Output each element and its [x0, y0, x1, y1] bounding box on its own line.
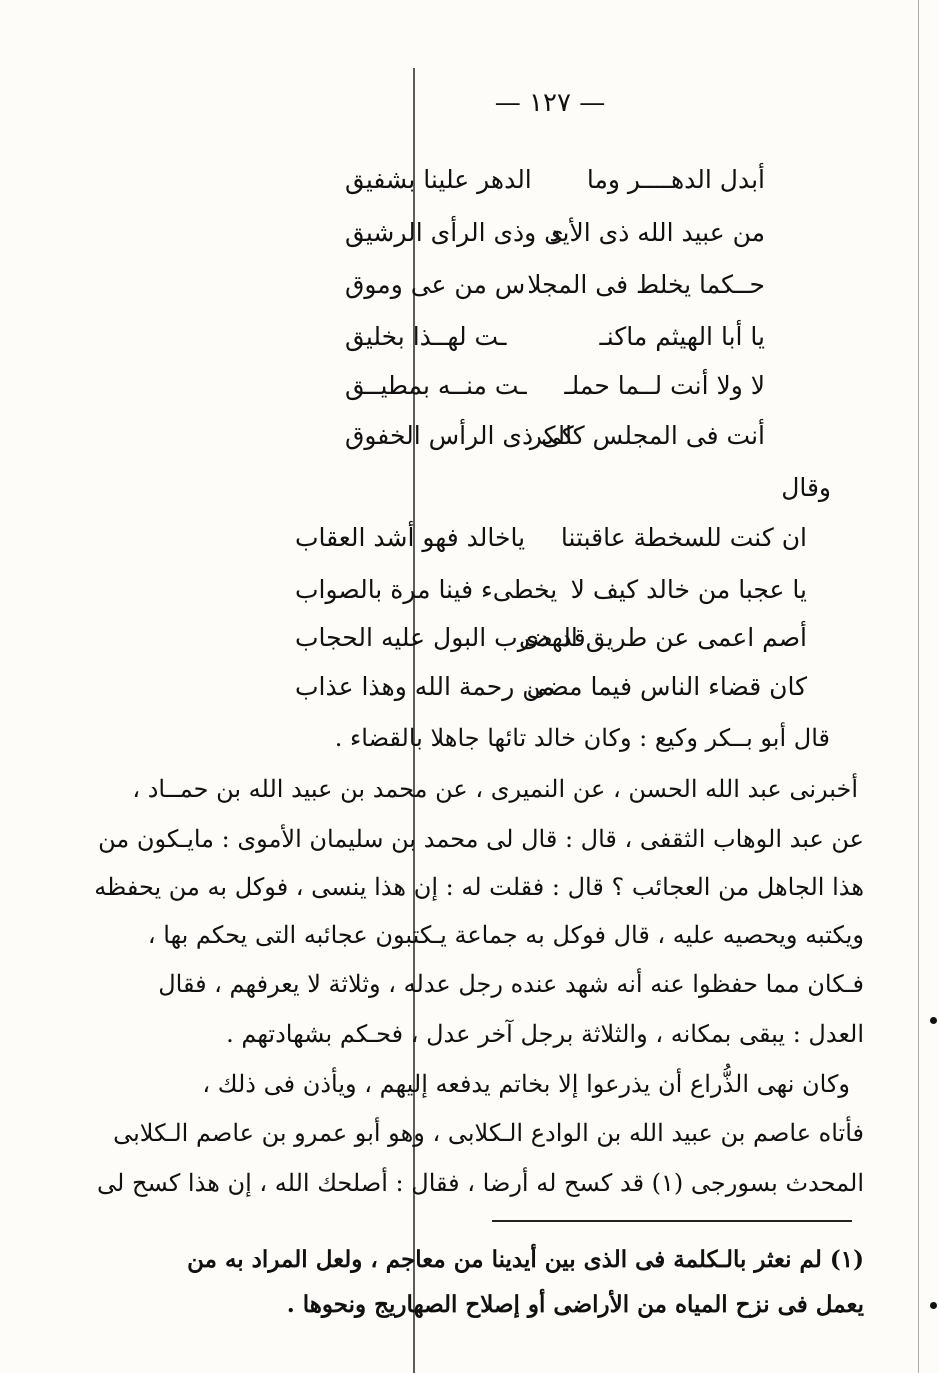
verse-line: [345, 213, 765, 253]
verse-second-hemistich: س من عى وموق: [345, 270, 526, 299]
scan-speck-mark: [930, 1017, 937, 1024]
verse-second-hemistich: ـت لهــذا بخليق: [345, 322, 507, 351]
footnote-line: (١) لم نعثر بالـكلمة فى الذى بين أيدينا من معاجم ، ولعل المراد به من: [187, 1246, 864, 1273]
verse-second-hemistich: ـت منــه بمطيــق: [345, 371, 527, 400]
verse-first-hemistich: أبدل الدهــــر وما: [586, 165, 765, 194]
prose-line: هذا الجاهل من العجائب ؟ قال : فقلت له : إن هذا ينسى ، فوكل به من يحفظه: [94, 873, 864, 901]
section-heading: وقال: [781, 473, 831, 502]
prose-line: قال أبو بــكر وكيع : وكان خالد تائها جاهلا بالقضاء .: [334, 724, 830, 752]
verse-first-hemistich: أنت فى المجلس كالكر: [529, 421, 765, 450]
verse-first-hemistich: حــكما يخلط فى المجلا: [527, 270, 765, 299]
verse-second-hemistich: ياخالد فهو أشد العقاب: [295, 523, 526, 552]
verse-second-hemistich: يخطىء فينا مرة بالصواب: [295, 575, 558, 604]
page-edge-line: [918, 0, 919, 1373]
verse-line: [295, 570, 807, 610]
verse-first-hemistich: يا عجبا من خالد كيف لا: [570, 575, 807, 604]
verse-line: [345, 416, 765, 456]
footnote-line: يعمل فى نزح المياه من الأراضى أو إصلاح الصهاريج ونحوها .: [286, 1291, 864, 1318]
verse-line: [345, 265, 765, 305]
prose-line: العدل : يبقى بمكانه ، والثلاثة برجل آخر عدل ، فحـكم بشهادتهم .: [226, 1020, 864, 1048]
verse-first-hemistich: من عبيد الله ذى الأيد: [549, 218, 765, 247]
verse-first-hemistich: أصم اعمى عن طريق الهدى: [519, 623, 807, 652]
verse-first-hemistich: ان كنت للسخطة عاقبتنا: [560, 523, 807, 552]
verse-line: [295, 667, 807, 707]
footnote-separator: [492, 1220, 852, 1222]
verse-second-hemistich: الدهر علينا بشفيق: [345, 165, 532, 194]
prose-line: المحدث بسورجى (١) قد كسح له أرضا ، فقال : أصلحك الله ، إن هذا كسح لى: [97, 1169, 864, 1197]
prose-line: عن عبد الوهاب الثقفى ، قال : قال لى محمد بن سليمان الأموى : مايـكون من: [98, 825, 864, 853]
verse-line: [345, 366, 765, 406]
page-number: — ١٢٧ —: [494, 88, 606, 118]
verse-second-hemistich: كى ذى الرأس الخفوق: [345, 421, 574, 450]
verse-first-hemistich: لا ولا أنت لــما حملـ: [564, 371, 765, 400]
prose-line: وكان نهى الذُّراع أن يذرعوا إلا بخاتم يدفعه إليهم ، ويأذن فى ذلك ،: [202, 1070, 850, 1098]
verse-second-hemistich: قد ضرب البول عليه الحجاب: [295, 623, 586, 652]
verse-line: [295, 518, 807, 558]
verse-second-hemistich: من رحمة الله وهذا عذاب: [295, 672, 555, 701]
verse-first-hemistich: يا أبا الهيثم ماكنـ: [599, 322, 765, 351]
verse-line: [345, 317, 765, 357]
prose-line: أخبرنى عبد الله الحسن ، عن النميرى ، عن محمد بن عبيد الله بن حمــاد ،: [132, 775, 858, 803]
prose-line: فـكان مما حفظوا عنه أنه شهد عنده رجل عدله ، وثلاثة لا يعرفهم ، فقال: [158, 970, 864, 998]
prose-line: فأتاه عاصم بن عبيد الله بن الوادع الـكلابى ، وهو أبو عمرو بن عاصم الـكلابى: [113, 1119, 864, 1147]
verse-line: [295, 618, 807, 658]
verse-second-hemistich: ى وذى الرأى الرشيق: [345, 218, 564, 247]
scan-speck-mark: [930, 1302, 937, 1309]
prose-line: ويكتبه ويحصيه عليه ، قال فوكل به جماعة يـكتبون عجائبه التى يحكم بها ،: [147, 921, 864, 949]
verse-line: [345, 160, 765, 200]
verse-first-hemistich: كان قضاء الناس فيما مضى: [526, 672, 807, 701]
